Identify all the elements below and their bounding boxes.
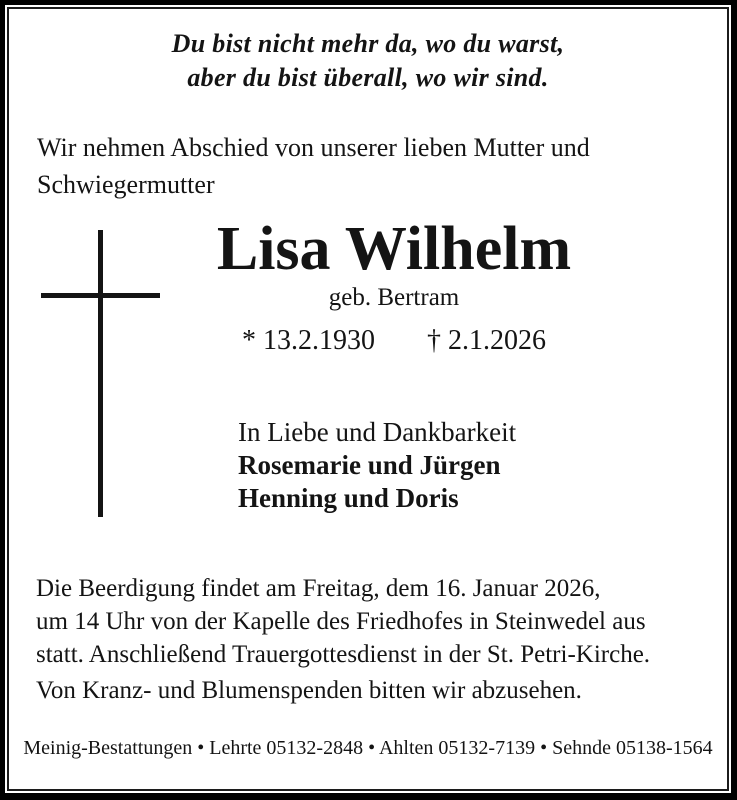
funeral-home-footer: Meinig-Bestattungen • Lehrte 05132-2848 • Ahlten 05132-7139 • Sehnde 05138-1564 [23, 737, 713, 759]
deceased-name: Lisa Wilhelm [216, 215, 572, 283]
farewell-intro-line-1: Wir nehmen Abschied von unserer lieben Mutter und [37, 133, 590, 162]
mourners-block [238, 416, 516, 515]
mourners-dedication: In Liebe und Dankbarkeit [238, 417, 517, 447]
funeral-details-line-1: Die Beerdigung findet am Freitag, dem 16. Januar 2026, [36, 575, 601, 602]
epitaph-line-1: Du bist nicht mehr da, wo du warst, [171, 29, 565, 58]
funeral-details [36, 572, 650, 671]
mourners-names-1: Rosemarie und Jürgen [238, 450, 501, 480]
funeral-details-line-2: um 14 Uhr von der Kapelle des Friedhofes in Steinwedel aus [36, 608, 646, 635]
maiden-name: geb. Bertram [328, 284, 460, 311]
mourners-names-2: Henning und Doris [238, 483, 459, 513]
death-date: † 2.1.2026 [427, 325, 546, 356]
funeral-details-line-3: statt. Anschließend Trauergottesdienst in der St. Petri-Kirche. [36, 641, 651, 668]
epitaph-quote [9, 27, 727, 95]
farewell-intro [37, 129, 590, 203]
farewell-intro-line-2: Schwiegermutter [37, 170, 215, 199]
epitaph-line-2: aber du bist überall, wo wir sind. [187, 63, 549, 92]
flowers-note: Von Kranz- und Blumenspenden bitten wir abzusehen. [36, 677, 582, 704]
cross-icon-horizontal-bar [41, 293, 160, 298]
obituary-card [7, 7, 729, 791]
birth-date: * 13.2.1930 [242, 325, 375, 356]
deceased-block [159, 217, 629, 357]
life-dates [159, 325, 629, 357]
cross-icon-vertical-bar [98, 230, 103, 517]
